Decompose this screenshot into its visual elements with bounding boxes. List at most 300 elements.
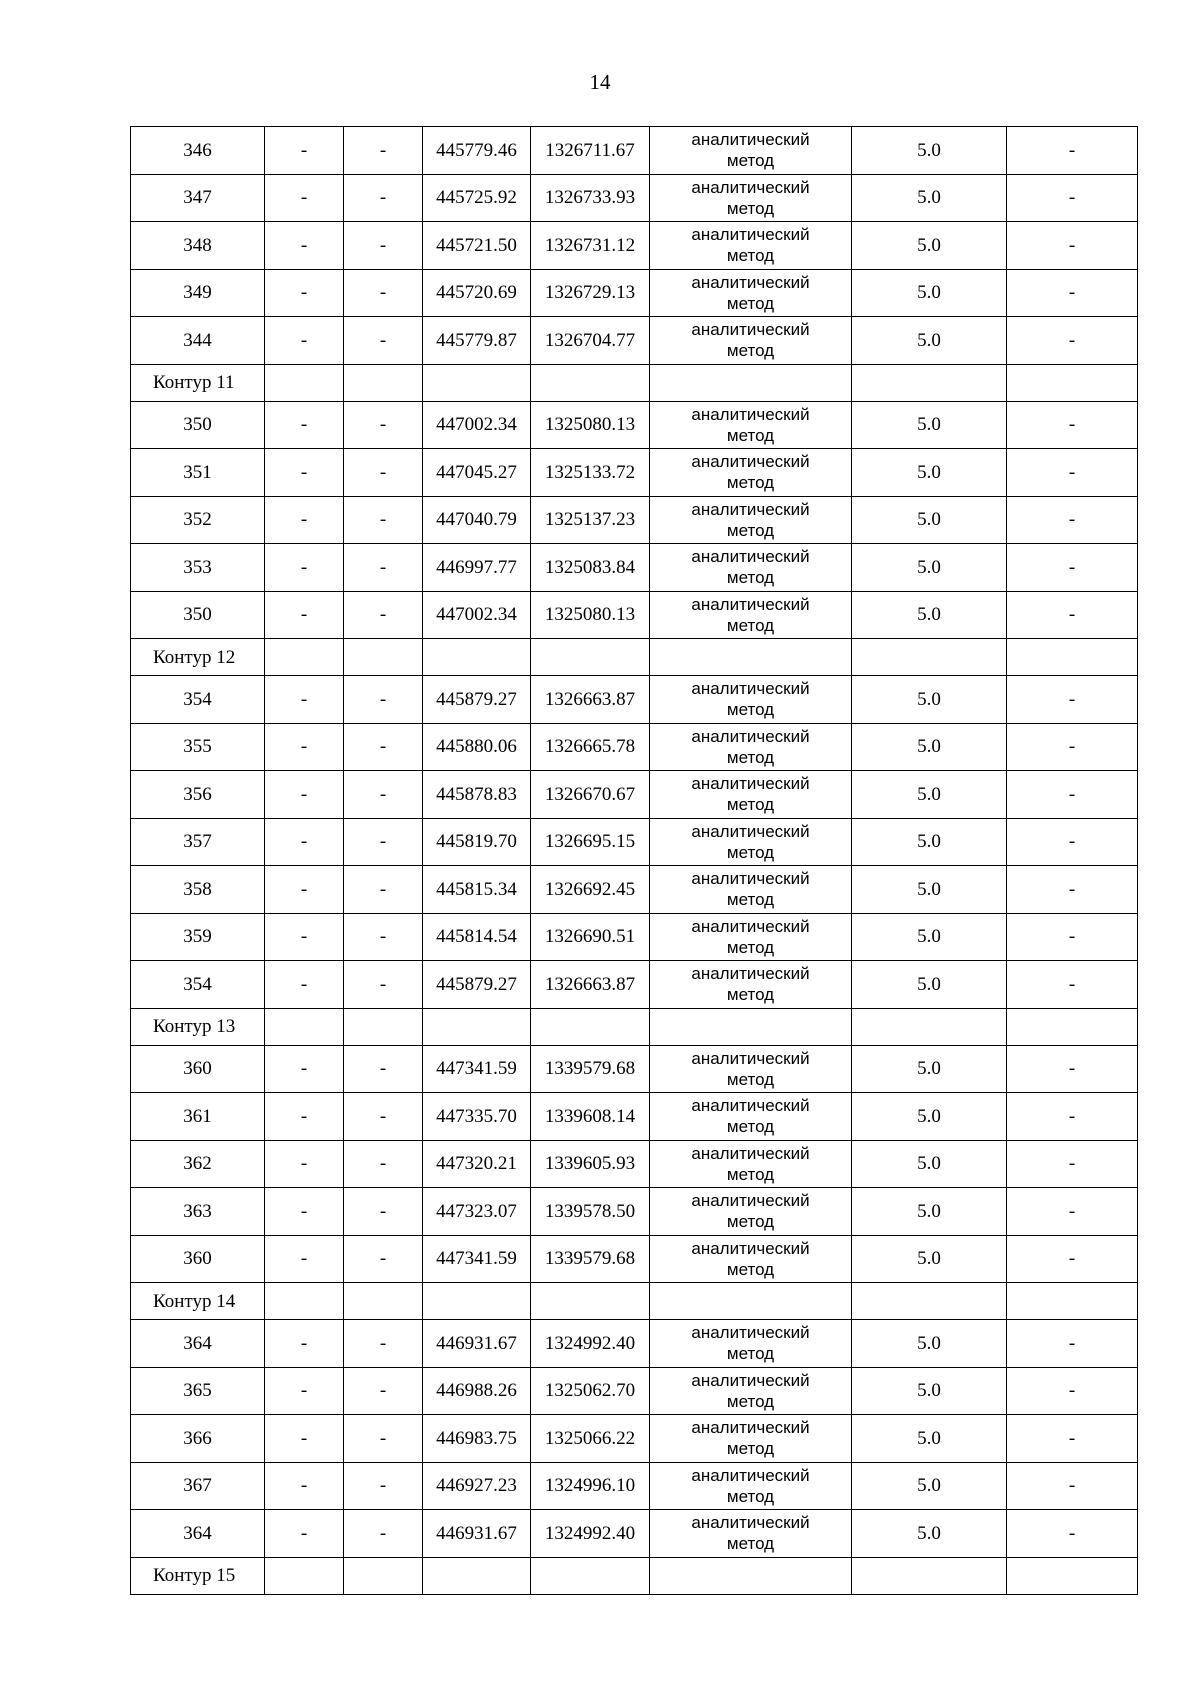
coordinates-table [130, 126, 1138, 1595]
accuracy-cell: 5.0 [852, 818, 1007, 866]
empty-cell [531, 364, 650, 401]
table-row [131, 1045, 1138, 1093]
table-row [131, 174, 1138, 222]
accuracy-cell: 5.0 [852, 174, 1007, 222]
point-number-cell: 351 [131, 449, 265, 497]
method-cell [650, 1367, 852, 1415]
accuracy-cell: 5.0 [852, 866, 1007, 914]
accuracy-cell: 5.0 [852, 269, 1007, 317]
method-cell [650, 961, 852, 1009]
dash-cell: - [265, 1093, 344, 1141]
method-line-2: метод [726, 1069, 775, 1089]
y-coordinate-cell: 1326665.78 [531, 723, 650, 771]
point-number-cell: 350 [131, 401, 265, 449]
dash-cell: - [265, 544, 344, 592]
dash-cell: - [265, 222, 344, 270]
x-coordinate-cell: 447323.07 [423, 1188, 531, 1236]
dash-cell: - [265, 269, 344, 317]
table-row [131, 496, 1138, 544]
method-cell [650, 1320, 852, 1368]
table-row [131, 591, 1138, 639]
x-coordinate-cell: 445880.06 [423, 723, 531, 771]
x-coordinate-cell: 447341.59 [423, 1235, 531, 1283]
accuracy-cell: 5.0 [852, 961, 1007, 1009]
y-coordinate-cell: 1326690.51 [531, 913, 650, 961]
method-line-1: аналитический [691, 225, 810, 244]
method-line-2: метод [726, 1164, 775, 1184]
method-cell [650, 818, 852, 866]
y-coordinate-cell: 1326711.67 [531, 127, 650, 175]
table-row [131, 1093, 1138, 1141]
method-line-2: метод [726, 747, 775, 767]
empty-cell [1007, 1008, 1138, 1045]
dash-cell: - [265, 1045, 344, 1093]
dash-cell: - [1007, 544, 1138, 592]
y-coordinate-cell: 1325083.84 [531, 544, 650, 592]
dash-cell: - [344, 1045, 423, 1093]
point-number-cell: 359 [131, 913, 265, 961]
accuracy-cell: 5.0 [852, 401, 1007, 449]
y-coordinate-cell: 1325137.23 [531, 496, 650, 544]
dash-cell: - [265, 1320, 344, 1368]
dash-cell: - [1007, 222, 1138, 270]
dash-cell: - [265, 913, 344, 961]
empty-cell [531, 1557, 650, 1594]
dash-cell: - [1007, 1045, 1138, 1093]
x-coordinate-cell: 447341.59 [423, 1045, 531, 1093]
dash-cell: - [344, 1188, 423, 1236]
point-number-cell: 354 [131, 676, 265, 724]
method-line-2: метод [726, 700, 775, 720]
method-line-2: метод [726, 615, 775, 635]
empty-cell [423, 364, 531, 401]
dash-cell: - [344, 961, 423, 1009]
empty-cell [531, 1283, 650, 1320]
dash-cell: - [265, 127, 344, 175]
accuracy-cell: 5.0 [852, 1188, 1007, 1236]
method-cell [650, 222, 852, 270]
x-coordinate-cell: 445815.34 [423, 866, 531, 914]
empty-cell [344, 1283, 423, 1320]
accuracy-cell: 5.0 [852, 1415, 1007, 1463]
dash-cell: - [265, 1188, 344, 1236]
dash-cell: - [1007, 1235, 1138, 1283]
method-line-1: аналитический [691, 869, 810, 888]
empty-cell [265, 364, 344, 401]
method-line-2: метод [726, 985, 775, 1005]
table-row [131, 1140, 1138, 1188]
table-row [131, 1188, 1138, 1236]
dash-cell: - [344, 1320, 423, 1368]
dash-cell: - [344, 866, 423, 914]
x-coordinate-cell: 447045.27 [423, 449, 531, 497]
method-line-2: метод [726, 151, 775, 171]
x-coordinate-cell: 447002.34 [423, 401, 531, 449]
table-row [131, 771, 1138, 819]
dash-cell: - [344, 1367, 423, 1415]
dash-cell: - [265, 1462, 344, 1510]
method-line-2: метод [726, 842, 775, 862]
y-coordinate-cell: 1326663.87 [531, 961, 650, 1009]
method-line-1: аналитический [691, 1143, 810, 1163]
method-line-1: аналитический [691, 499, 810, 519]
point-number-cell: 346 [131, 127, 265, 175]
accuracy-cell: 5.0 [852, 496, 1007, 544]
empty-cell [344, 1557, 423, 1594]
empty-cell [1007, 1283, 1138, 1320]
y-coordinate-cell: 1324992.40 [531, 1510, 650, 1558]
point-number-cell: 366 [131, 1415, 265, 1463]
dash-cell: - [265, 1235, 344, 1283]
method-line-1: аналитический [691, 726, 810, 746]
empty-cell [344, 364, 423, 401]
dash-cell: - [1007, 449, 1138, 497]
accuracy-cell: 5.0 [852, 127, 1007, 175]
table-row [131, 1462, 1138, 1510]
dash-cell: - [265, 676, 344, 724]
empty-cell [423, 1008, 531, 1045]
method-line-1: аналитический [691, 320, 810, 339]
method-line-1: аналитический [691, 1323, 810, 1342]
x-coordinate-cell: 445879.27 [423, 676, 531, 724]
accuracy-cell: 5.0 [852, 1510, 1007, 1558]
dash-cell: - [1007, 723, 1138, 771]
empty-cell [423, 639, 531, 676]
contour-header-row [131, 1283, 1138, 1320]
x-coordinate-cell: 447002.34 [423, 591, 531, 639]
dash-cell: - [344, 818, 423, 866]
method-line-2: метод [726, 1344, 775, 1364]
empty-cell [265, 1557, 344, 1594]
dash-cell: - [265, 317, 344, 365]
method-line-1: аналитический [691, 130, 810, 149]
dash-cell: - [265, 449, 344, 497]
accuracy-cell: 5.0 [852, 222, 1007, 270]
dash-cell: - [1007, 1188, 1138, 1236]
x-coordinate-cell: 446931.67 [423, 1320, 531, 1368]
point-number-cell: 355 [131, 723, 265, 771]
dash-cell: - [344, 771, 423, 819]
table-row [131, 1235, 1138, 1283]
point-number-cell: 364 [131, 1510, 265, 1558]
method-line-1: аналитический [691, 594, 810, 614]
empty-cell [1007, 639, 1138, 676]
accuracy-cell: 5.0 [852, 1367, 1007, 1415]
method-line-1: аналитический [691, 1191, 810, 1210]
dash-cell: - [1007, 818, 1138, 866]
y-coordinate-cell: 1325066.22 [531, 1415, 650, 1463]
table-row [131, 1510, 1138, 1558]
empty-cell [423, 1283, 531, 1320]
point-number-cell: 360 [131, 1235, 265, 1283]
dash-cell: - [1007, 1510, 1138, 1558]
method-cell [650, 1045, 852, 1093]
table-row [131, 818, 1138, 866]
dash-cell: - [344, 591, 423, 639]
accuracy-cell: 5.0 [852, 771, 1007, 819]
empty-cell [650, 1557, 852, 1594]
method-cell [650, 544, 852, 592]
point-number-cell: 365 [131, 1367, 265, 1415]
method-cell [650, 317, 852, 365]
point-number-cell: 367 [131, 1462, 265, 1510]
method-line-2: метод [726, 425, 775, 445]
y-coordinate-cell: 1325062.70 [531, 1367, 650, 1415]
method-line-1: аналитический [691, 1465, 810, 1485]
empty-cell [852, 364, 1007, 401]
table-row [131, 449, 1138, 497]
y-coordinate-cell: 1326695.15 [531, 818, 650, 866]
dash-cell: - [265, 818, 344, 866]
point-number-cell: 356 [131, 771, 265, 819]
y-coordinate-cell: 1326692.45 [531, 866, 650, 914]
method-line-2: метод [726, 890, 775, 910]
x-coordinate-cell: 445879.27 [423, 961, 531, 1009]
method-cell [650, 913, 852, 961]
method-cell [650, 1415, 852, 1463]
table-row [131, 269, 1138, 317]
point-number-cell: 353 [131, 544, 265, 592]
method-cell [650, 1462, 852, 1510]
dash-cell: - [1007, 127, 1138, 175]
contour-label: Контур 11 [131, 364, 265, 401]
empty-cell [852, 1008, 1007, 1045]
dash-cell: - [265, 591, 344, 639]
dash-cell: - [265, 496, 344, 544]
method-line-1: аналитический [691, 679, 810, 698]
method-line-2: метод [726, 795, 775, 815]
y-coordinate-cell: 1325133.72 [531, 449, 650, 497]
y-coordinate-cell: 1339579.68 [531, 1235, 650, 1283]
table-row [131, 544, 1138, 592]
dash-cell: - [265, 866, 344, 914]
x-coordinate-cell: 447040.79 [423, 496, 531, 544]
empty-cell [650, 639, 852, 676]
page-number: 14 [589, 70, 611, 94]
method-line-2: метод [726, 568, 775, 588]
point-number-cell: 354 [131, 961, 265, 1009]
x-coordinate-cell: 445779.87 [423, 317, 531, 365]
method-line-1: аналитический [691, 774, 810, 793]
method-line-1: аналитический [691, 547, 810, 566]
contour-label: Контур 14 [131, 1283, 265, 1320]
table-row [131, 866, 1138, 914]
y-coordinate-cell: 1326729.13 [531, 269, 650, 317]
method-line-2: метод [726, 293, 775, 313]
empty-cell [1007, 364, 1138, 401]
method-line-2: метод [726, 1486, 775, 1506]
dash-cell: - [1007, 269, 1138, 317]
empty-cell [852, 1283, 1007, 1320]
dash-cell: - [1007, 1320, 1138, 1368]
method-line-1: аналитический [691, 1513, 810, 1532]
dash-cell: - [1007, 771, 1138, 819]
accuracy-cell: 5.0 [852, 913, 1007, 961]
x-coordinate-cell: 446997.77 [423, 544, 531, 592]
method-line-1: аналитический [691, 272, 810, 292]
y-coordinate-cell: 1324996.10 [531, 1462, 650, 1510]
dash-cell: - [344, 496, 423, 544]
method-cell [650, 127, 852, 175]
empty-cell [531, 639, 650, 676]
point-number-cell: 364 [131, 1320, 265, 1368]
point-number-cell: 361 [131, 1093, 265, 1141]
dash-cell: - [1007, 401, 1138, 449]
point-number-cell: 357 [131, 818, 265, 866]
method-cell [650, 174, 852, 222]
y-coordinate-cell: 1324992.40 [531, 1320, 650, 1368]
method-line-1: аналитический [691, 964, 810, 983]
method-line-2: метод [726, 246, 775, 266]
empty-cell [650, 1008, 852, 1045]
x-coordinate-cell: 446988.26 [423, 1367, 531, 1415]
contour-header-row [131, 1008, 1138, 1045]
method-cell [650, 449, 852, 497]
method-line-2: метод [726, 1534, 775, 1554]
table-row [131, 1320, 1138, 1368]
dash-cell: - [265, 771, 344, 819]
y-coordinate-cell: 1326704.77 [531, 317, 650, 365]
dash-cell: - [1007, 174, 1138, 222]
y-coordinate-cell: 1326731.12 [531, 222, 650, 270]
x-coordinate-cell: 446931.67 [423, 1510, 531, 1558]
accuracy-cell: 5.0 [852, 1045, 1007, 1093]
accuracy-cell: 5.0 [852, 1093, 1007, 1141]
accuracy-cell: 5.0 [852, 1235, 1007, 1283]
method-line-2: метод [726, 198, 775, 218]
dash-cell: - [344, 1415, 423, 1463]
point-number-cell: 344 [131, 317, 265, 365]
dash-cell: - [1007, 961, 1138, 1009]
x-coordinate-cell: 445819.70 [423, 818, 531, 866]
empty-cell [265, 639, 344, 676]
method-line-2: метод [726, 1212, 775, 1232]
empty-cell [852, 1557, 1007, 1594]
dash-cell: - [344, 1140, 423, 1188]
method-line-2: метод [726, 341, 775, 361]
dash-cell: - [344, 723, 423, 771]
method-cell [650, 771, 852, 819]
method-line-1: аналитический [691, 1238, 810, 1258]
dash-cell: - [1007, 1415, 1138, 1463]
dash-cell: - [1007, 676, 1138, 724]
empty-cell [852, 639, 1007, 676]
point-number-cell: 352 [131, 496, 265, 544]
dash-cell: - [265, 401, 344, 449]
table-row [131, 127, 1138, 175]
method-line-1: аналитический [691, 177, 810, 197]
contour-header-row [131, 1557, 1138, 1594]
method-line-1: аналитический [691, 404, 810, 424]
dash-cell: - [265, 1140, 344, 1188]
method-cell [650, 1093, 852, 1141]
point-number-cell: 350 [131, 591, 265, 639]
table-row [131, 1367, 1138, 1415]
dash-cell: - [344, 676, 423, 724]
point-number-cell: 362 [131, 1140, 265, 1188]
table-row [131, 222, 1138, 270]
method-line-1: аналитический [691, 1096, 810, 1115]
empty-cell [1007, 1557, 1138, 1594]
y-coordinate-cell: 1326663.87 [531, 676, 650, 724]
dash-cell: - [1007, 1462, 1138, 1510]
y-coordinate-cell: 1326733.93 [531, 174, 650, 222]
method-cell [650, 1235, 852, 1283]
x-coordinate-cell: 445725.92 [423, 174, 531, 222]
accuracy-cell: 5.0 [852, 676, 1007, 724]
dash-cell: - [344, 222, 423, 270]
accuracy-cell: 5.0 [852, 1462, 1007, 1510]
dash-cell: - [344, 127, 423, 175]
x-coordinate-cell: 446983.75 [423, 1415, 531, 1463]
method-line-2: метод [726, 1439, 775, 1459]
empty-cell [265, 1008, 344, 1045]
table-row [131, 1415, 1138, 1463]
dash-cell: - [344, 449, 423, 497]
contour-header-row [131, 364, 1138, 401]
x-coordinate-cell: 445814.54 [423, 913, 531, 961]
empty-cell [531, 1008, 650, 1045]
method-cell [650, 496, 852, 544]
empty-cell [344, 639, 423, 676]
method-line-1: аналитический [691, 916, 810, 936]
method-cell [650, 591, 852, 639]
dash-cell: - [1007, 1093, 1138, 1141]
contour-label: Контур 13 [131, 1008, 265, 1045]
method-cell [650, 401, 852, 449]
point-number-cell: 347 [131, 174, 265, 222]
dash-cell: - [1007, 1140, 1138, 1188]
method-line-2: метод [726, 1117, 775, 1137]
accuracy-cell: 5.0 [852, 449, 1007, 497]
table-row [131, 913, 1138, 961]
method-cell [650, 723, 852, 771]
method-cell [650, 269, 852, 317]
method-cell [650, 1140, 852, 1188]
point-number-cell: 363 [131, 1188, 265, 1236]
method-line-1: аналитический [691, 821, 810, 841]
y-coordinate-cell: 1339579.68 [531, 1045, 650, 1093]
dash-cell: - [1007, 317, 1138, 365]
empty-cell [265, 1283, 344, 1320]
table-row [131, 961, 1138, 1009]
contour-label: Контур 15 [131, 1557, 265, 1594]
method-line-2: метод [726, 520, 775, 540]
y-coordinate-cell: 1339578.50 [531, 1188, 650, 1236]
accuracy-cell: 5.0 [852, 317, 1007, 365]
dash-cell: - [344, 317, 423, 365]
y-coordinate-cell: 1339608.14 [531, 1093, 650, 1141]
dash-cell: - [344, 1093, 423, 1141]
point-number-cell: 360 [131, 1045, 265, 1093]
dash-cell: - [1007, 496, 1138, 544]
x-coordinate-cell: 445720.69 [423, 269, 531, 317]
dash-cell: - [265, 961, 344, 1009]
y-coordinate-cell: 1325080.13 [531, 401, 650, 449]
y-coordinate-cell: 1339605.93 [531, 1140, 650, 1188]
contour-label: Контур 12 [131, 639, 265, 676]
x-coordinate-cell: 445878.83 [423, 771, 531, 819]
dash-cell: - [265, 1367, 344, 1415]
accuracy-cell: 5.0 [852, 723, 1007, 771]
method-cell [650, 1510, 852, 1558]
method-line-2: метод [726, 1259, 775, 1279]
dash-cell: - [265, 1510, 344, 1558]
method-cell [650, 866, 852, 914]
dash-cell: - [344, 269, 423, 317]
accuracy-cell: 5.0 [852, 544, 1007, 592]
empty-cell [650, 364, 852, 401]
